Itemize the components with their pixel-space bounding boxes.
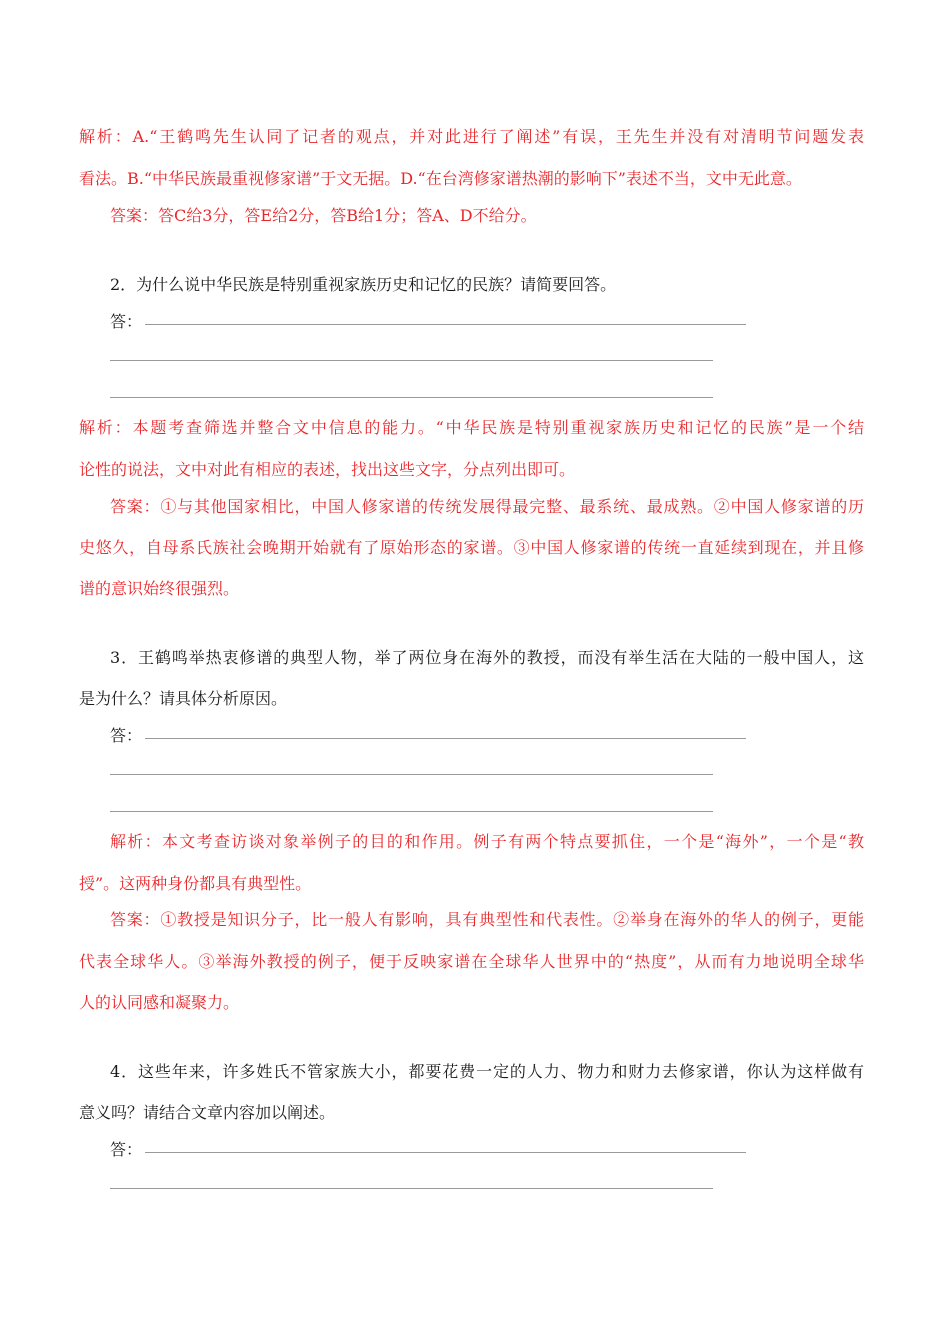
q2-answer-rule-1[interactable]	[145, 324, 746, 325]
q2-answer-line-3: 谱的意识始终很强烈。	[79, 579, 240, 598]
q3-analysis-line-2: 授”。这两种身份都具有典型性。	[79, 874, 312, 893]
q2-answer-label: 答：	[110, 312, 143, 331]
q2-answer-rule-3[interactable]	[110, 397, 713, 398]
q3-question-line-2: 是为什么？请具体分析原因。	[79, 689, 288, 708]
q2-analysis-line-1: 解析：本题考查筛选并整合文中信息的能力。“中华民族是特别重视家族历史和记忆的民族”是一个结	[79, 418, 864, 437]
q3-answer-rule-3[interactable]	[110, 811, 713, 812]
q3-answer-rule-2[interactable]	[110, 774, 713, 775]
q1-analysis-line-1: 解析：A.“王鹤鸣先生认同了记者的观点，并对此进行了阐述”有误，王先生并没有对清明节问题发表	[79, 127, 864, 146]
q2-analysis-line-2: 论性的说法，文中对此有相应的表述，找出这些文字，分点列出即可。	[79, 460, 576, 479]
q3-analysis-line-1: 解析：本文考查访谈对象举例子的目的和作用。例子有两个特点要抓住，一个是“海外”，一个是“教	[110, 832, 864, 851]
q1-answer: 答案：答C给3分，答E给2分，答B给1分；答A、D不给分。	[110, 206, 537, 225]
q2-answer-line-1: 答案：①与其他国家相比，中国人修家谱的传统发展得最完整、最系统、最成熟。②中国人修家谱的历	[110, 497, 864, 516]
q3-answer-rule-1[interactable]	[145, 738, 746, 739]
q4-answer-rule-1[interactable]	[145, 1152, 746, 1153]
q2-question: 2．为什么说中华民族是特别重视家族历史和记忆的民族？请简要回答。	[110, 275, 617, 294]
q2-answer-rule-2[interactable]	[110, 360, 713, 361]
q2-answer-line-2: 史悠久，自母系氏族社会晚期开始就有了原始形态的家谱。③中国人修家谱的传统一直延续到现在，并且修	[79, 538, 864, 557]
q3-answer-line-1: 答案：①教授是知识分子，比一般人有影响，具有典型性和代表性。②举身在海外的华人的例子，更能	[110, 910, 864, 929]
q1-analysis-line-2: 看法。B.“中华民族最重视修家谱”于文无据。D.“在台湾修家谱热潮的影响下”表述不当，文中无此意。	[79, 169, 802, 188]
q4-question-line-1: 4．这些年来，许多姓氏不管家族大小，都要花费一定的人力、物力和财力去修家谱，你认为这样做有	[110, 1062, 864, 1081]
q4-answer-rule-2[interactable]	[110, 1188, 713, 1189]
q4-question-line-2: 意义吗？请结合文章内容加以阐述。	[79, 1103, 336, 1122]
q3-answer-line-2: 代表全球华人。③举海外教授的例子，便于反映家谱在全球华人世界中的“热度”，从而有力地说明全球华	[79, 952, 864, 971]
q3-answer-label: 答：	[110, 726, 143, 745]
q3-answer-line-3: 人的认同感和凝聚力。	[79, 993, 240, 1012]
q3-question-line-1: 3．王鹤鸣举热衷修谱的典型人物，举了两位身在海外的教授，而没有举生活在大陆的一般中国人，这	[110, 648, 864, 667]
q4-answer-label: 答：	[110, 1140, 143, 1159]
